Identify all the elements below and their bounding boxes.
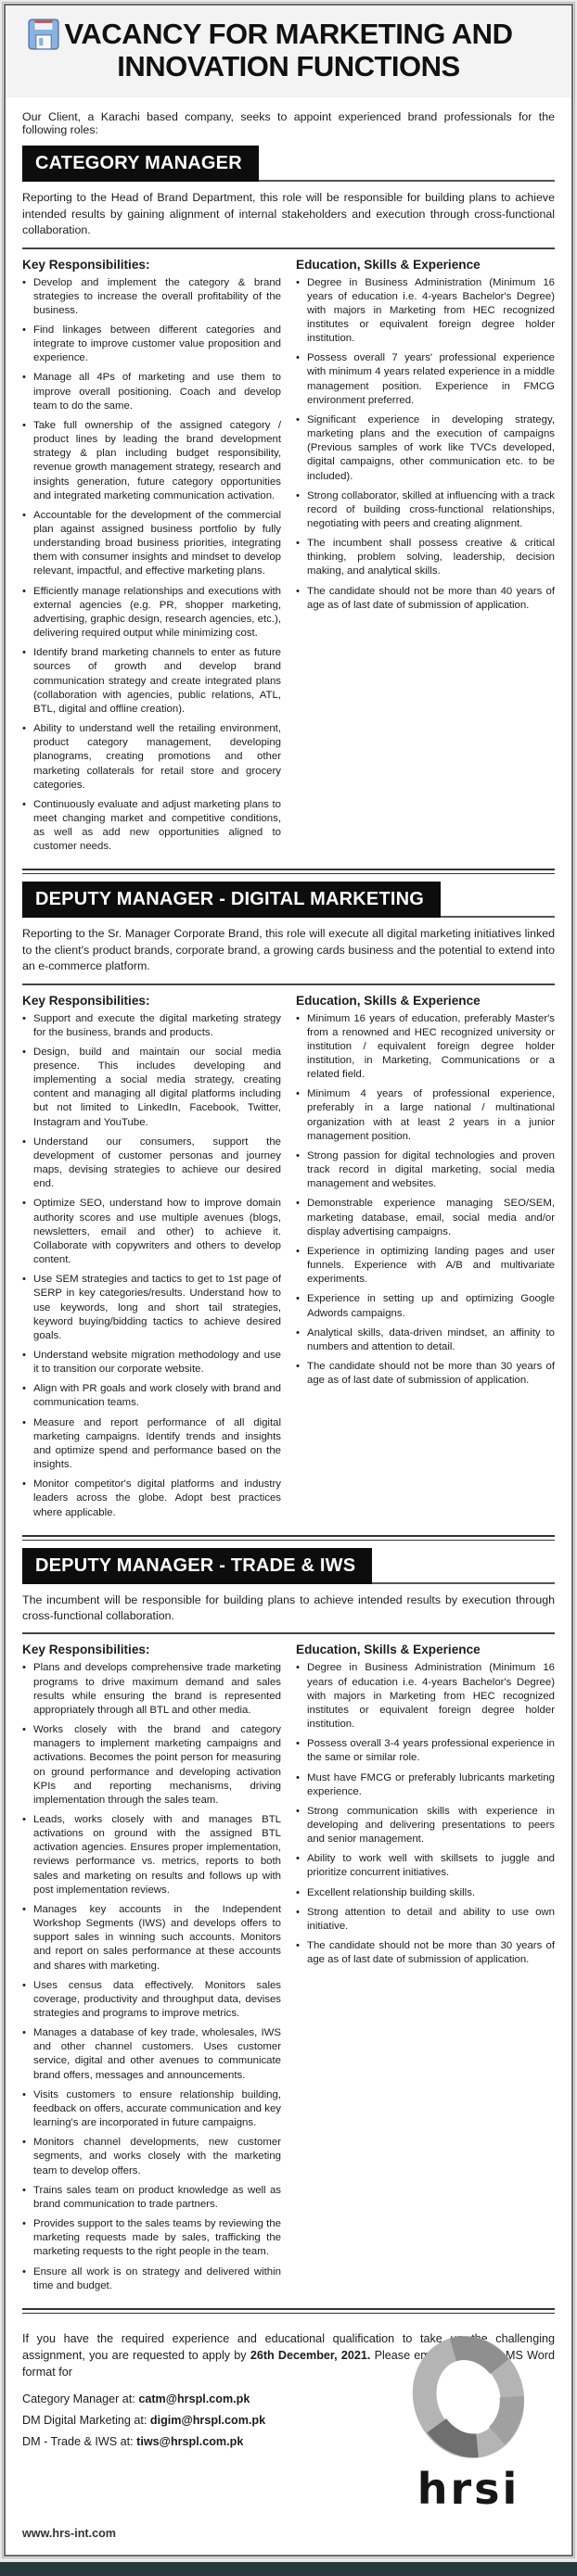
bullet-item: • Works closely with the brand and category managers to implement marketing campaigns and activations. Becomes the point person for measuring on ground performance and developing activation KPIs and reporting mechanisms, driving implementation through the sales team.	[22, 1723, 281, 1808]
education-heading: Education, Skills & Experience	[296, 993, 481, 1008]
bullet-item: • Plans and develops comprehensive trade marketing programs to drive maximum demand and sales results while ensuring the brand is represented appropriately through all BTL and other media.	[22, 1661, 281, 1718]
bullet-item: • Excellent relationship building skills.	[296, 1886, 555, 1900]
contact-label: DM - Trade & IWS at:	[22, 2434, 137, 2448]
section-summary: The incumbent will be responsible for building plans to achieve intended results by execution through cross-functional collaboration.	[22, 1593, 555, 1623]
bullet-item: • Manages a database of key trade, wholesales, IWS and other channel customers. Uses customer service, digital and other avenues to communicate brand offers, messages and announcements.	[22, 2026, 281, 2083]
responsibilities-column	[22, 251, 281, 860]
masthead	[6, 6, 571, 97]
bullet-item: • Ability to work well with skillsets to juggle and prioritize concurrent initiatives.	[296, 1852, 555, 1880]
bullet-item: • The candidate should not be more than 30 years of age as of last date of submission of application.	[296, 1360, 555, 1388]
responsibilities-column	[22, 1636, 281, 2298]
bullet-item: • Strong passion for digital technologies and proven track record in digital marketing, social media management and websites.	[296, 1149, 555, 1191]
bullet-item: • Experience in setting up and optimizing Google Adwords campaigns.	[296, 1292, 555, 1320]
intro-text: Our Client, a Karachi based company, seeks to appoint experienced brand professionals for the following roles:	[22, 110, 555, 137]
bullet-item: • Demonstrable experience managing SEO/SEM, marketing database, email, social media and/or display advertising campaigns.	[296, 1197, 555, 1238]
bullet-item: • Accountable for the development of the commercial plan against assigned business portfolio by fully understanding broad business priorities, integrating them with consumer insights and mindset to develop relevant, impactful, and effective marketing plans.	[22, 509, 281, 579]
bullet-item: • Visits customers to ensure relationship building, feedback on offers, accurate communication and key learning's are incorporated in future campaigns.	[22, 2088, 281, 2130]
section-divider	[22, 869, 555, 874]
bullet-item: • Strong communication skills with experience in developing and delivering presentations to peers and senior management.	[296, 1805, 555, 1846]
education-column	[296, 1636, 555, 2298]
bullet-item: • Use SEM strategies and tactics to get to 1st page of SERP in key categories/results. Understand how to use keywords, long and short tail strategies, keyword buying/bidding tactics to achieve desired goals.	[22, 1273, 281, 1343]
section-deputy-manager-digital-marketing	[22, 882, 555, 1525]
bullet-item: • Uses census data effectively. Monitors sales coverage, productivity and throughput data, devises strategies and programs to improve metrics.	[22, 1979, 281, 2021]
section-title-badge: DEPUTY MANAGER - TRADE & IWS	[22, 1548, 372, 1584]
bullet-item: • Degree in Business Administration (Minimum 16 years of education i.e. 4-years Bachelor's Degree) with majors in Marketing from HEC recognized institutes or equivalent foreign degree holder institution.	[296, 1661, 555, 1732]
contact-email: tiws@hrspl.com.pk	[136, 2434, 244, 2448]
responsibilities-list	[22, 1012, 281, 1520]
bullet-item: • Minimum 16 years of education, preferably Master's from a renowned and HEC recognized university or institution / equivalent foreign degree holder institution, in Marketing, Communications or a related field.	[296, 1012, 555, 1083]
education-heading: Education, Skills & Experience	[296, 257, 481, 272]
divider	[22, 247, 555, 249]
bullet-item: • Take full ownership of the assigned category / product lines by leading the brand development strategy & plan including budget responsibility, revenue growth management strategy, research and insights generation, future category opportunities and integrated marketing communication activation.	[22, 419, 281, 503]
bullet-item: • Provides support to the sales teams by reviewing the marketing requests made by sales, trafficking the marketing requests to the right people in the team.	[22, 2217, 281, 2259]
education-column	[296, 987, 555, 1526]
bullet-item: • Design, build and maintain our social media presence. This includes developing and implementing a social media strategy, creating content and managing all digital platforms including but not limited to LinkedIn, Facebook, Twitter, Instagram and YouTube.	[22, 1046, 281, 1130]
contact-label: DM Digital Marketing at:	[22, 2413, 150, 2427]
section-header	[22, 146, 555, 182]
job-ad-document	[4, 4, 573, 2557]
bullet-item: • Align with PR goals and work closely with brand and communication teams.	[22, 1382, 281, 1410]
divider	[22, 983, 555, 985]
section-category-manager	[22, 146, 555, 859]
bullet-item: • Possess overall 3-4 years professional experience in the same or similar role.	[296, 1737, 555, 1765]
bullet-item: • Find linkages between different categories and integrate to improve customer value proposition and experience.	[22, 324, 281, 365]
section-summary: Reporting to the Head of Brand Department, this role will be responsible for building plans to achieve intended results by gaining alignment of internal stakeholders and execution through cross-functional collaboration.	[22, 191, 555, 237]
education-list	[296, 1661, 555, 1967]
bullet-item: • Analytical skills, data-driven mindset, an affinity to numbers and attention to detail.	[296, 1326, 555, 1354]
bullet-item: • Support and execute the digital marketing strategy for the business, brands and products.	[22, 1012, 281, 1040]
section-summary: Reporting to the Sr. Manager Corporate Brand, this role will execute all digital marketing initiatives linked to the client's product brands, corporate brand, a growing cards business and the potential to extend into an e-commerce platform.	[22, 927, 555, 973]
bullet-item: • The candidate should not be more than 30 years of age as of last date of submission of application.	[296, 1939, 555, 1967]
bullet-item: • Continuously evaluate and adjust marketing plans to meet changing market and competitive conditions, as well as add new opportunities aligned to customer needs.	[22, 798, 281, 855]
bullet-item: • Understand website migration methodology and use it to transition our corporate website.	[22, 1349, 281, 1377]
responsibilities-heading: Key Responsibilities:	[22, 993, 150, 1008]
bullet-item: • Manages key accounts in the Independent Workshop Segments (IWS) and develops offers to support sales in winning such accounts. Monitors and report on sales performance at these accounts and shares with marketing.	[22, 1903, 281, 1973]
bullet-item: • Understand our consumers, support the development of customer personas and journey maps, devising strategies to achieve our desired end.	[22, 1136, 281, 1192]
divider	[22, 1632, 555, 1634]
apply-instructions: If you have the required experience and educational qualification to take up the challenging assignment, you are requested to apply by 26th December, 2021. Please email your CV in MS Word format for	[22, 2331, 555, 2379]
bullet-item: • The candidate should not be more than 40 years of age as of last date of submission of application.	[296, 585, 555, 613]
responsibilities-column	[22, 987, 281, 1526]
bullet-item: • Significant experience in developing strategy, marketing plans and the execution of campaigns (Previous samples of work like TVCs developed, digital campaigns, other communication etc. to be included).	[296, 413, 555, 484]
bullet-item: • Identify brand marketing channels to enter as future sources of growth and develop brand communication strategy and create integrated plans (collaboration with agencies, public relations, ATL, BTL, digital and offline creation).	[22, 646, 281, 717]
apply-deadline: 26th December, 2021.	[250, 2349, 371, 2363]
bullet-item: • Optimize SEO, understand how to improve domain authority scores and use multiple avenues (blogs, newsletters, email and other) to achieve it. Collaborate with copywriters and others to develop content.	[22, 1197, 281, 1267]
page-title: VACANCY FOR MARKETING AND INNOVATION FUNCTIONS	[64, 18, 513, 82]
responsibilities-list	[22, 276, 281, 855]
hrsi-ring-icon	[399, 2332, 538, 2462]
bullet-item: • Must have FMCG or preferably lubricants marketing experience.	[296, 1771, 555, 1799]
bullet-item: • Minimum 4 years of professional experience, preferably in a large national / multinational organization with at least 2 years in a junior management position.	[296, 1087, 555, 1144]
floppy-disk-icon	[26, 17, 61, 52]
contact-label: Category Manager at:	[22, 2392, 139, 2405]
footer	[6, 2321, 571, 2555]
bullet-item: • Measure and report performance of all digital marketing campaigns. Identify trends and insights and optimize spend and performance based on the insights.	[22, 1416, 281, 1473]
responsibilities-list	[22, 1661, 281, 2292]
bullet-item: • Strong collaborator, skilled at influencing with a track record of building cross-functional relationships, negotiating with peers and creating alignment.	[296, 489, 555, 531]
bullet-item: • Experience in optimizing landing pages and user funnels. Experience with A/B and multivariate experiments.	[296, 1245, 555, 1287]
responsibilities-heading: Key Responsibilities:	[22, 257, 150, 272]
education-list	[296, 1012, 555, 1389]
education-column	[296, 251, 555, 860]
bullet-item: • The incumbent shall possess creative & critical thinking, problem solving, leadership, decision making, and analytical skills.	[296, 537, 555, 578]
responsibilities-heading: Key Responsibilities:	[22, 1643, 150, 1657]
education-heading: Education, Skills & Experience	[296, 1643, 481, 1657]
bullet-item: • Monitor competitor's digital platforms and industry leaders across the globe. Adopt best practices where applicable.	[22, 1478, 281, 1519]
bullet-item: • Possess overall 7 years' professional experience with minimum 4 years related experience in a middle management position. Experience in FMCG environment preferred.	[296, 351, 555, 408]
section-header	[22, 882, 555, 918]
education-list	[296, 276, 555, 613]
section-title-badge: CATEGORY MANAGER	[22, 146, 259, 182]
bullet-item: • Leads, works closely with and manages BTL activations on ground with the assigned BTL activation agencies. Ensures proper implementation, reviews performance vs. metrics, reports to both sales and marketing on results and follows up with post implementation reviews.	[22, 1813, 281, 1897]
bullet-item: • Degree in Business Administration (Minimum 16 years of education i.e. 4-years Bachelor's Degree) with majors in Marketing from HEC recognized institutes or equivalent foreign degree holder institution.	[296, 276, 555, 347]
section-divider	[22, 1535, 555, 1541]
section-header	[22, 1548, 555, 1584]
hrsi-logo	[390, 2332, 547, 2514]
bullet-item: • Strong attention to detail and ability to use own initiative.	[296, 1906, 555, 1934]
bullet-item: • Develop and implement the category & brand strategies to increase the overall profitability of the business.	[22, 276, 281, 318]
bullet-item: • Monitors channel developments, new customer segments, and works closely with the marketing team to develop offers.	[22, 2136, 281, 2177]
bullet-item: • Efficiently manage relationships and executions with external agencies (e.g. PR, shopper marketing, advertising, graphic design, research agencies, etc.), delivering required output while minimizing cost.	[22, 585, 281, 641]
bullet-item: • Manage all 4Ps of marketing and use them to improve overall positioning. Coach and develop team to do the same.	[22, 371, 281, 412]
section-divider	[22, 2308, 555, 2314]
bullet-item: • Ensure all work is on strategy and delivered within time and budget.	[22, 2265, 281, 2293]
contact-email: catm@hrspl.com.pk	[138, 2392, 250, 2405]
logo-wordmark: hrsi	[417, 2463, 520, 2514]
section-deputy-manager-trade-iws	[22, 1548, 555, 2299]
bottom-accent-bar	[0, 2562, 577, 2576]
contact-email: digim@hrspl.com.pk	[149, 2413, 266, 2427]
website-url: www.hrs-int.com	[22, 2526, 116, 2540]
section-title-badge: DEPUTY MANAGER - DIGITAL MARKETING	[22, 882, 441, 918]
bullet-item: • Ability to understand well the retailing environment, product category management, developing planograms, creating promotions and other marketing collaterals for retail store and grocery categories.	[22, 722, 281, 793]
bullet-item: • Trains sales team on product knowledge as well as brand communication to trade partners.	[22, 2184, 281, 2212]
